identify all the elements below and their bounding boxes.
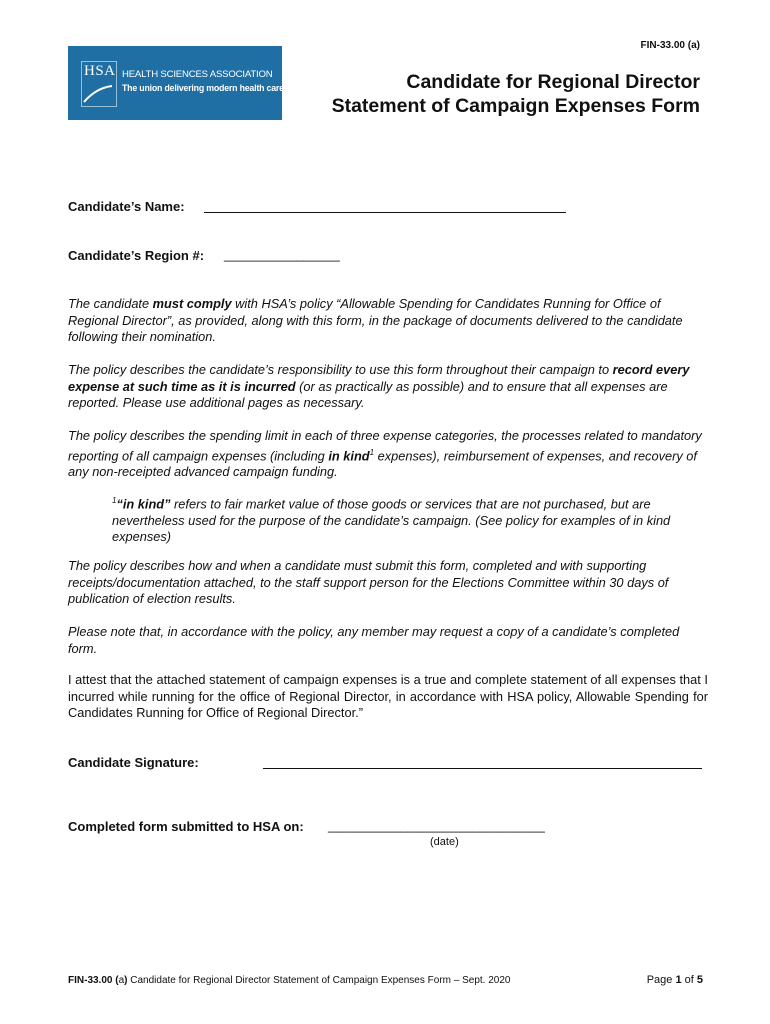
p2-emphasis: record every expense at such time as it is incurred	[68, 362, 690, 394]
page-title	[332, 70, 700, 118]
p3-footnote-ref: 1	[369, 447, 375, 457]
p1-emphasis: must comply	[152, 296, 232, 311]
candidate-name-field[interactable]	[204, 212, 566, 213]
logo-tagline: The union delivering modern health care	[122, 83, 284, 93]
footer-title: Candidate for Regional Director Statement of Campaign Expenses Form – Sept. 2020	[127, 975, 511, 986]
paragraph-1	[68, 296, 708, 346]
footnote-term: “in kind”	[116, 496, 171, 512]
footer-code: FIN-33.00 (	[68, 975, 119, 986]
footnote-text: refers to fair market value of those goods or services that are not purchased, but are nevertheless used for the purpose of the candidate’s campaign. (See policy for examples of in kind expenses)	[112, 496, 671, 545]
logo-org-name: HEALTH SCIENCES ASSOCIATION	[122, 69, 273, 80]
candidate-name-label: Candidate’s Name:	[68, 199, 185, 214]
p1-text-c: with HSA’s policy “Allowable Spending for Candidates Running for Office of Regional Director”, as provided, along with this form, in the package of documents delivered to the candidate following their nomination.	[68, 296, 683, 344]
footnote	[112, 493, 672, 546]
date-caption: (date)	[430, 836, 459, 848]
p1-text-a: The candidate	[68, 296, 153, 311]
page-total: 5	[696, 974, 703, 986]
title-line-2: Statement of Campaign Expenses Form	[331, 95, 700, 117]
attestation-paragraph: I attest that the attached statement of campaign expenses is a true and complete statement of all expenses that I incurred while running for the office of Regional Director, in accordance with HSA policy, Allowable Spending for Candidates Running for Office of Regional Director.”	[68, 672, 708, 720]
title-line-1: Candidate for Regional Director	[406, 71, 700, 93]
signature-label: Candidate Signature:	[68, 755, 199, 770]
logo-text: HSA	[84, 63, 116, 79]
candidate-region-label: Candidate’s Region #:	[68, 248, 205, 263]
page-of: of	[681, 974, 697, 986]
p3-emphasis: in kind	[328, 447, 370, 463]
footer-code-close: )	[124, 975, 128, 986]
paragraph-3	[68, 428, 708, 481]
footer-text	[68, 975, 510, 986]
page-word: Page	[646, 974, 676, 986]
page-current: 1	[675, 974, 682, 986]
page-number	[647, 974, 703, 986]
form-code: FIN-33.00 (a)	[640, 40, 700, 51]
candidate-region-field[interactable]: ________________	[224, 247, 340, 262]
p2-text-a: The policy describes the candidate’s responsibility to use this form throughout their campaign to	[68, 362, 613, 377]
paragraph-4: The policy describes how and when a candidate must submit this form, completed and with supporting receipts/documentation attached, to the staff support person for the Elections Committee within 30 days of publication of election results.	[68, 558, 669, 606]
hsa-logo	[68, 46, 282, 120]
signature-field[interactable]	[263, 768, 702, 769]
submitted-label: Completed form submitted to HSA on:	[68, 819, 304, 834]
p3-text-c: expenses), reimbursement of expenses, and recovery of any non-receipted advanced campaign funding.	[68, 447, 697, 480]
p3-text-a: The policy describes the spending limit in each of three expense categories, the processes related to mandatory reporting of all campaign expenses (including	[68, 428, 702, 463]
footer-code-letter: a	[118, 975, 125, 986]
logo-swoosh-icon	[82, 82, 114, 104]
paragraph-5: Please note that, in accordance with the policy, any member may request a copy of a candidate’s completed form.	[68, 624, 680, 656]
submitted-date-field[interactable]: ______________________________	[328, 818, 545, 833]
footnote-marker: 1	[112, 496, 117, 505]
paragraph-2	[68, 362, 708, 412]
p2-text-c: (or as practically as possible) and to ensure that all expenses are reported. Please use additional pages as necessary.	[68, 378, 668, 410]
